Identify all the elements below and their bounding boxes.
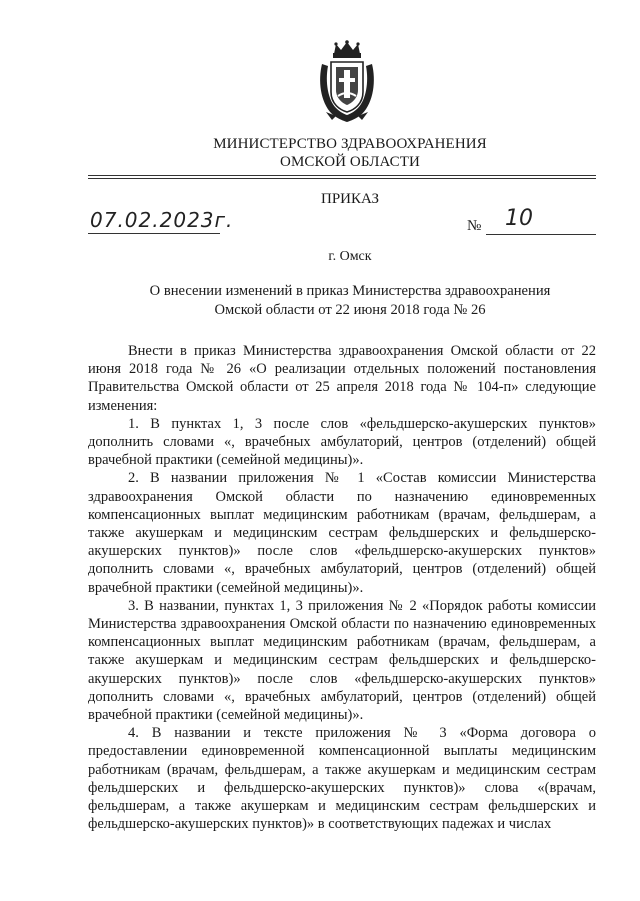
body-paragraph-item-1: 1. В пунктах 1, 3 после слов «фельдшерско-акушерских пунктов» дополнить словами «, врачебных амбулаторий, центров (отделений) общей врачебной практики (семейной медицины)».: [88, 415, 596, 469]
date-underline: [88, 233, 220, 234]
body-paragraph-item-4: 4. В названии и тексте приложения № 3 «Форма договора о предоставлении единовременной компенсационной выплаты медицинским работникам (врачам, фельдшерам, а также акушеркам и медицинским сестрам фельдшерских и фельдшерско-акушерских пунктов)» слова «(врачам, фельдшерам, а также акушеркам и медицинским сестрам фельдшерских и фельдшерско-акушерских пунктов)» в соответствующих падежах и числах: [88, 725, 596, 833]
body-paragraph-item-3: 3. В названии, пунктах 1, 3 приложения № 2 «Порядок работы комиссии Министерства здравоохранения Омской области по назначению единовременных компенсационных выплат медицинским работникам (врачам, фельдшерам, а также акушеркам и медицинским сестрам фельдшерских и фельдшерско-акушерских пунктов)» после слов «фельдшерско-акушерских пунктов» дополнить словами «, врачебных амбулаторий, центров (отделений) общей врачебной практики (семейной медицины)».: [88, 597, 596, 724]
order-title: ПРИКАЗ: [321, 191, 379, 207]
ministry-name-line1: МИНИСТЕРСТВО ЗДРАВООХРАНЕНИЯ: [213, 136, 487, 152]
body-paragraph-item-2: 2. В названии приложения № 1 «Состав комиссии Министерства здравоохранения Омской области по назначению единовременных компенсационных выплат медицинским работникам (врачам, фельдшерам, а также акушеркам и медицинским сестрам фельдшерских и фельдшерско-акушерских пунктов)» после слов «фельдшерско-акушерских пунктов» дополнить словами «, врачебных амбулаторий, центров (отделений) общей врачебной практики (семейной медицины)».: [88, 470, 596, 596]
header-divider: [88, 175, 596, 176]
order-number-label: №: [467, 218, 482, 234]
body-paragraph-intro: Внести в приказ Министерства здравоохранения Омской области от 22 июня 2018 года № 26 «О реализации отдельных положений постановления Правительства Омской области от 25 апреля 2018 года № 104-п» следующие изменения:: [88, 343, 596, 414]
number-underline: [486, 234, 596, 235]
header-divider-secondary: [88, 178, 596, 179]
order-body: [88, 342, 596, 833]
city-name: г. Омск: [328, 249, 372, 264]
ministry-name-line2: ОМСКОЙ ОБЛАСТИ: [280, 154, 420, 170]
order-subject-line1: О внесении изменений в приказ Министерства здравоохранения: [149, 283, 551, 299]
omsk-region-coat-of-arms-icon: [316, 40, 378, 122]
order-subject-line2: Омской области от 22 июня 2018 года № 26: [214, 302, 486, 318]
order-number: 10: [505, 206, 533, 231]
order-date: 07.02.2023г.: [90, 208, 234, 232]
